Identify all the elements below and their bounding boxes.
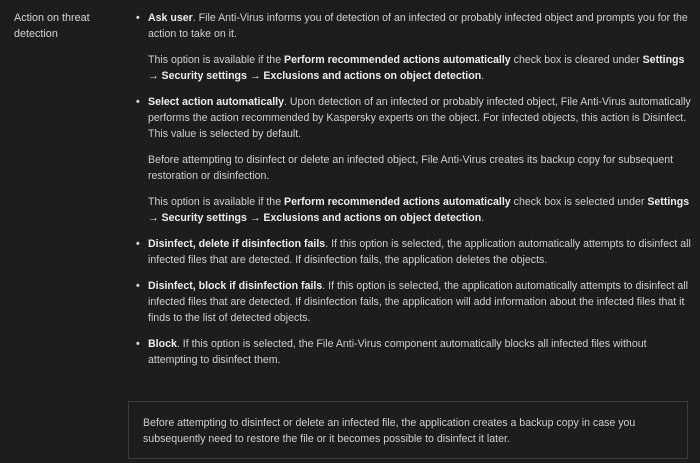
option-block	[136, 336, 692, 368]
backup-paragraph: Before attempting to disinfect or delete an infected object, File Anti-Virus creates its backup copy for subsequent restoration or disinfection.	[148, 154, 674, 182]
checkbox-name: Perform recommended actions automatically	[284, 54, 511, 66]
option-select-action-automatically	[136, 94, 692, 226]
availability-text: .	[481, 212, 485, 224]
availability-text: .	[481, 70, 485, 82]
option-title: Select action automatically	[148, 96, 285, 108]
option-text: . If this option is selected, the application automatically attempts to disinfect all infected files that are detected. If disinfection fails, the application will add information about the infected files that it finds to the list of detected objects.	[148, 280, 688, 324]
availability-text: This option is available if the	[148, 54, 285, 66]
option-title: Ask user	[148, 12, 193, 24]
availability-text: check box is selected under	[510, 196, 648, 208]
option-text: . Upon detection of an infected or probably infected object, File Anti-Virus automatically performs the action recommended by Kaspersky experts on the object. For infected objects, this action is Disinfect. This value is selected by default.	[148, 96, 691, 140]
option-title: Block	[148, 338, 177, 350]
bullet-icon: •	[136, 12, 140, 24]
bullet-icon: •	[136, 338, 140, 350]
option-paragraph	[148, 336, 692, 368]
settings-path: Settings → Security settings → Exclusions and actions on object detection	[148, 54, 685, 82]
availability-text: check box is cleared under	[510, 54, 643, 66]
bullet-icon: •	[136, 280, 140, 292]
settings-path: Settings → Security settings → Exclusions and actions on object detection	[148, 196, 690, 224]
option-ask-user	[136, 10, 692, 84]
option-disinfect-delete	[136, 236, 692, 268]
option-paragraph	[148, 236, 692, 268]
row-label: Action on threat detection	[14, 12, 90, 40]
option-description	[136, 10, 692, 378]
availability-note	[148, 194, 692, 226]
checkbox-name: Perform recommended actions automatically	[284, 196, 511, 208]
backup-note: Before attempting to disinfect or delete an infected file, the application creates a backup copy in case you subsequently need to restore the file or it becomes possible to disinfect it later.	[128, 401, 688, 459]
option-paragraph	[148, 278, 692, 326]
option-title: Disinfect, block if disinfection fails	[148, 280, 323, 292]
option-paragraph	[148, 94, 692, 142]
availability-text: This option is available if the	[148, 196, 285, 208]
option-text: . If this option is selected, the File Anti-Virus component automatically blocks all infected files without attempting to disinfect them.	[148, 338, 647, 366]
availability-note	[148, 52, 692, 84]
options-list	[136, 10, 692, 368]
option-title: Disinfect, delete if disinfection fails	[148, 238, 326, 250]
option-text: . File Anti-Virus informs you of detection of an infected or probably infected object and prompts you for the action to take on it.	[148, 12, 688, 40]
option-paragraph	[148, 10, 692, 42]
bullet-icon: •	[136, 96, 140, 108]
bullet-icon: •	[136, 238, 140, 250]
option-text: . If this option is selected, the application automatically attempts to disinfect all infected files that are detected. If disinfection fails, the application deletes the objects.	[148, 238, 691, 266]
option-disinfect-block	[136, 278, 692, 326]
